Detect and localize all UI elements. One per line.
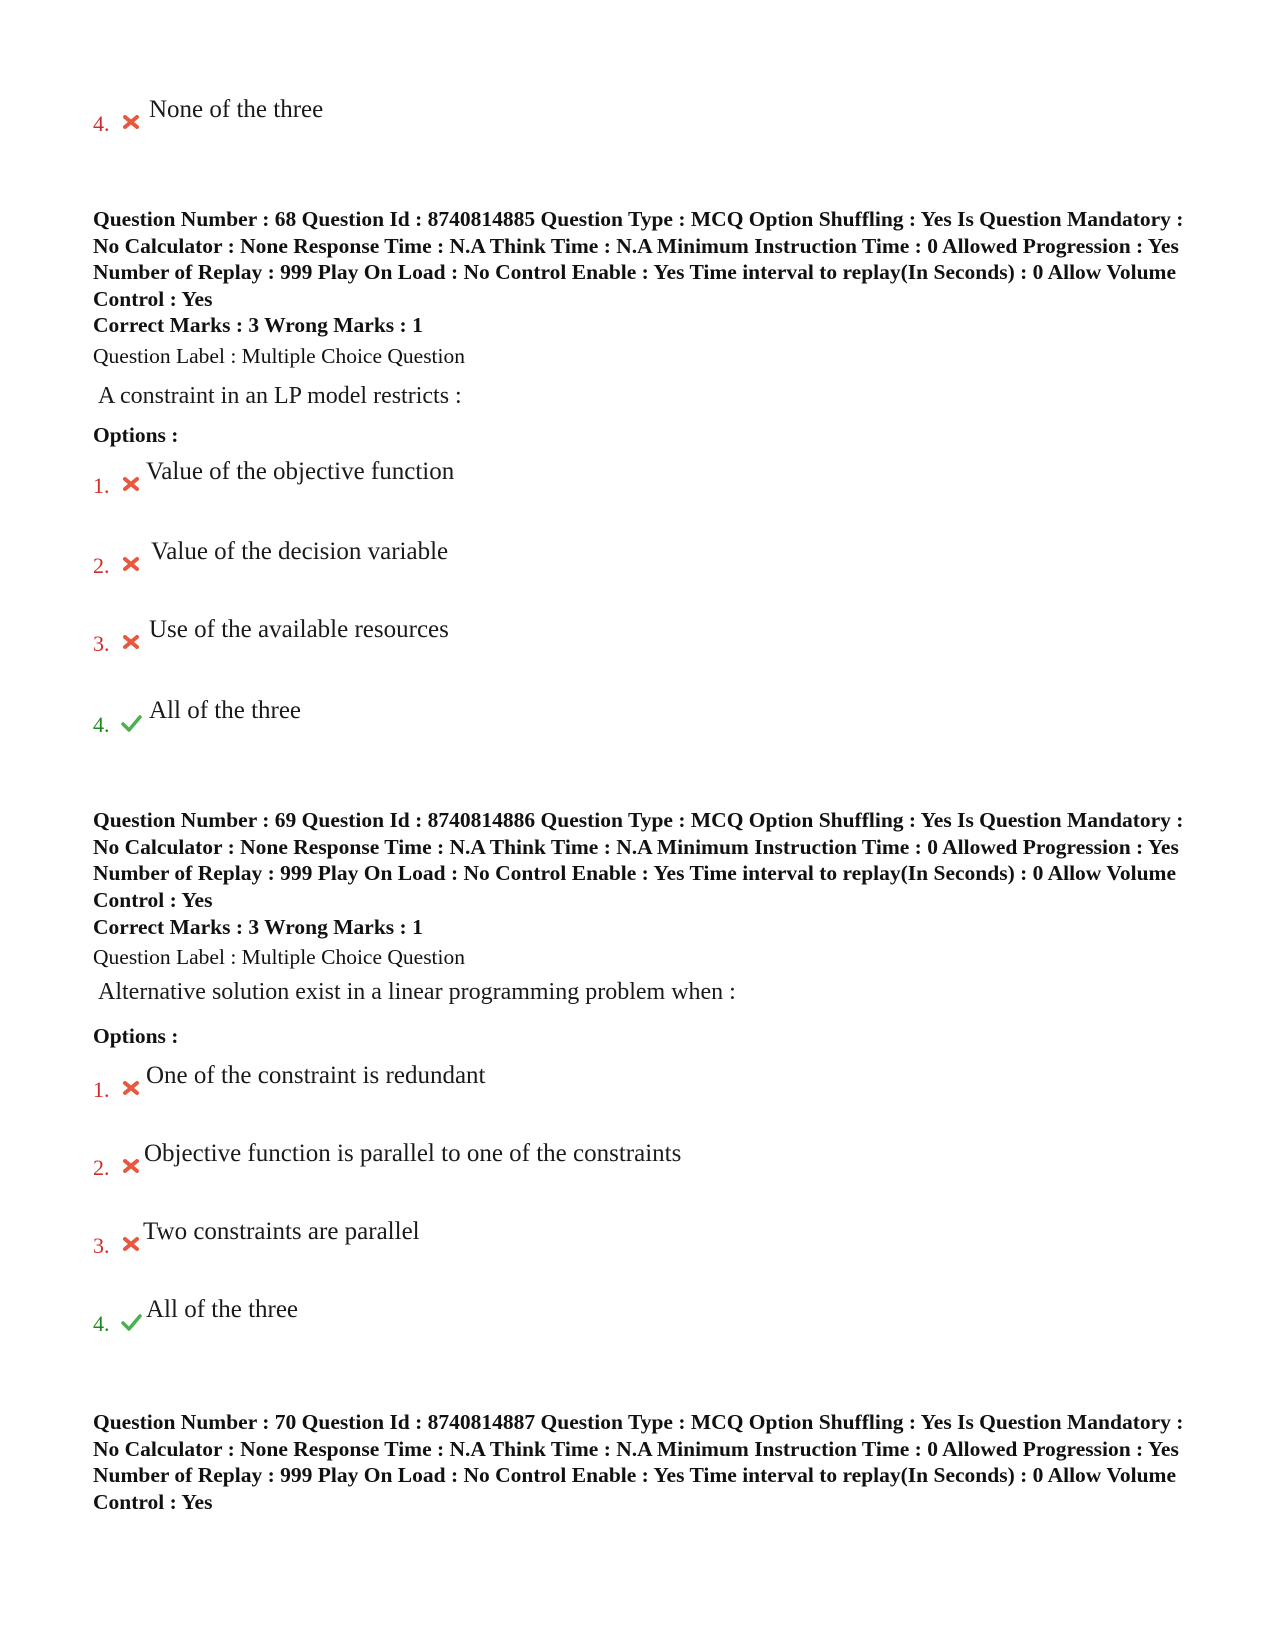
option-text: Two constraints are parallel — [143, 1218, 420, 1245]
option-number: 4. — [93, 111, 110, 136]
option-number: 1. — [93, 1077, 110, 1102]
question-marks: Correct Marks : 3 Wrong Marks : 1 — [93, 915, 423, 939]
cross-mark-icon — [120, 554, 142, 574]
option-text: Use of the available resources — [149, 616, 449, 643]
check-mark-icon — [120, 713, 142, 733]
option-number: 4. — [93, 1311, 110, 1336]
option-text: Value of the decision variable — [151, 538, 449, 565]
cross-mark-icon — [120, 1078, 142, 1098]
question-text: A constraint in an LP model restricts : — [98, 383, 462, 409]
options-heading: Options : — [93, 1024, 179, 1048]
option-text: All of the three — [146, 1296, 299, 1323]
check-mark-icon — [120, 1312, 142, 1332]
option-text: None of the three — [149, 96, 324, 123]
cross-mark-icon — [120, 112, 142, 132]
option-number: 1. — [93, 473, 110, 498]
question-text: Alternative solution exist in a linear programming problem when : — [98, 979, 736, 1005]
question-meta: Question Number : 69 Question Id : 8740814886 Question Type : MCQ Option Shuffling : Yes Is Question Mandatory : No Calculator : None Response Time : N.A Think Time : N.A Minimum Instruction Time : 0 Allowed Progression : Yes Number of Replay : 999 Play On Load : No Control Enable : Yes Time interval to replay(In Seconds) : 0 Allow Volume Control : Yes — [93, 808, 1184, 912]
option-text: Objective function is parallel to one of the constraints — [144, 1140, 682, 1167]
cross-mark-icon — [120, 474, 142, 494]
cross-mark-icon — [120, 1234, 142, 1254]
cross-mark-icon — [120, 632, 142, 652]
question-meta: Question Number : 68 Question Id : 8740814885 Question Type : MCQ Option Shuffling : Yes Is Question Mandatory : No Calculator : None Response Time : N.A Think Time : N.A Minimum Instruction Time : 0 Allowed Progression : Yes Number of Replay : 999 Play On Load : No Control Enable : Yes Time interval to replay(In Seconds) : 0 Allow Volume Control : Yes — [93, 207, 1184, 311]
options-heading: Options : — [93, 423, 179, 447]
cross-mark-icon — [120, 1156, 142, 1176]
option-text: Value of the objective function — [146, 458, 455, 485]
question-label: Question Label : Multiple Choice Question — [93, 945, 466, 969]
option-number: 2. — [93, 1155, 110, 1180]
option-number: 3. — [93, 631, 110, 656]
question-label: Question Label : Multiple Choice Question — [93, 344, 466, 368]
question-marks: Correct Marks : 3 Wrong Marks : 1 — [93, 313, 423, 337]
question-meta: Question Number : 70 Question Id : 8740814887 Question Type : MCQ Option Shuffling : Yes Is Question Mandatory : No Calculator : None Response Time : N.A Think Time : N.A Minimum Instruction Time : 0 Allowed Progression : Yes Number of Replay : 999 Play On Load : No Control Enable : Yes Time interval to replay(In Seconds) : 0 Allow Volume Control : Yes — [93, 1410, 1184, 1514]
option-text: One of the constraint is redundant — [146, 1062, 486, 1089]
option-number: 4. — [93, 712, 110, 737]
option-number: 3. — [93, 1233, 110, 1258]
option-text: All of the three — [149, 697, 302, 724]
option-number: 2. — [93, 553, 110, 578]
